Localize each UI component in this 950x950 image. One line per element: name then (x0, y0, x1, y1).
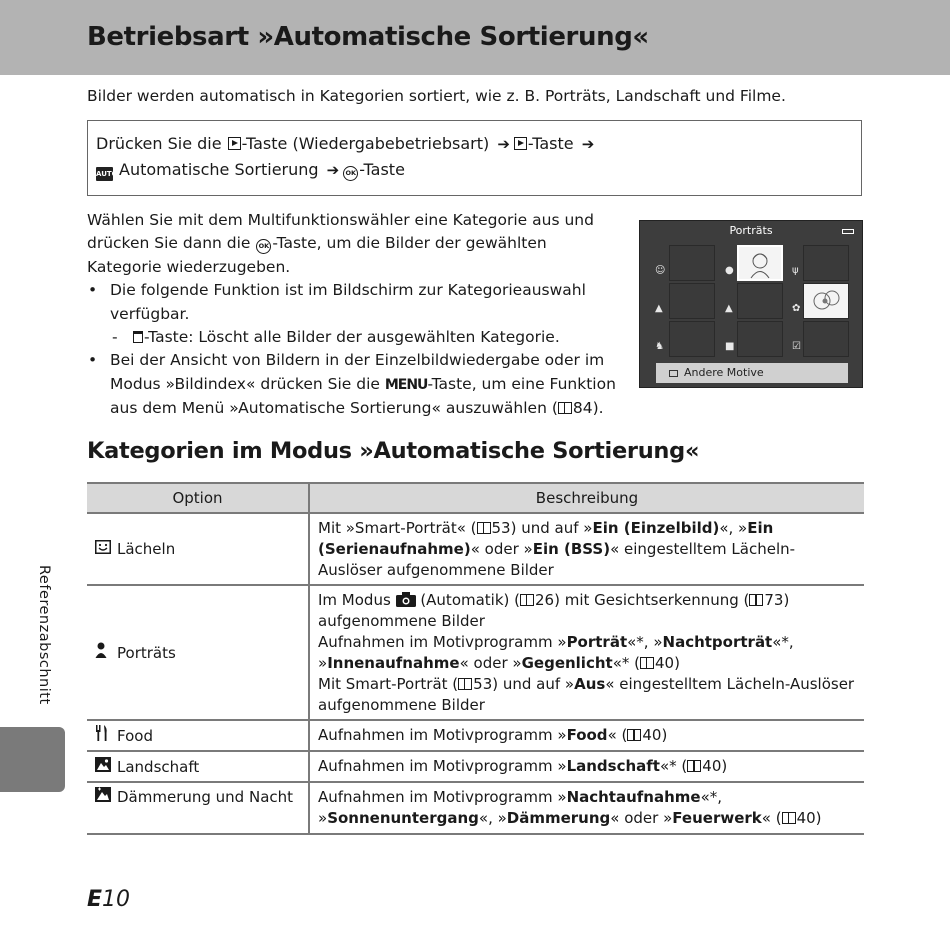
page-reference-icon (520, 594, 534, 606)
food-icon: ψ (792, 265, 799, 276)
playback-button-icon (514, 137, 527, 150)
menu-button-label: MENU (384, 376, 428, 393)
procedure-line-2: AUTOAutomatische Sortierung ➔ OK -Taste (96, 160, 405, 179)
food-icon (95, 725, 117, 747)
thumbnail-selected (737, 245, 783, 281)
table-row (87, 751, 864, 782)
flower-thumbnail-image (804, 284, 848, 318)
thumbnail (669, 283, 715, 319)
description-cell: Aufnahmen im Motivprogramm »Food« ( 40) (309, 720, 864, 751)
option-cell: Landschaft (87, 751, 309, 782)
side-section-tab (0, 727, 65, 792)
page-reference-icon (687, 760, 701, 772)
dash-icon: - (112, 328, 118, 347)
intro-text: Bilder werden automatisch in Kategorien sortiert, wie z. B. Porträts, Landschaft und Filme. (87, 87, 786, 105)
arrow-icon: ➔ (581, 135, 595, 153)
ok-button-icon: OK (343, 166, 358, 181)
table-row (87, 720, 864, 751)
thumbnail (737, 321, 783, 357)
page-title: Betriebsart »Automatische Sortierung« (87, 22, 649, 52)
portrait-icon (95, 642, 117, 664)
portrait-icon: ● (725, 265, 734, 276)
page-reference-icon (749, 594, 763, 606)
bullet-item: • Die folgende Funktion ist im Bildschirm zur Kategorieauswahl verfügbar. (88, 281, 586, 323)
procedure-line-1: Drücken Sie die -Taste (Wiedergabebetriebsart) ➔ -Taste ➔ (96, 134, 595, 153)
table-row (87, 513, 864, 585)
smile-icon (95, 539, 117, 560)
bullet-icon: • (88, 281, 98, 300)
pet-icon: ♞ (655, 341, 664, 352)
option-cell: Food (87, 720, 309, 751)
trash-icon (133, 331, 143, 343)
description-cell: Mit »Smart-Porträt« ( 53) und auf »Ein (Einzelbild)«, »Ein (Serienaufnahme)« oder »Ein (BSS)« eingestelltem Lächeln-Auslöser aufgenommene Bilder (309, 513, 864, 585)
option-cell: Dämmerung und Nacht (87, 782, 309, 834)
portrait-thumbnail-image (739, 247, 781, 279)
description-cell: Aufnahmen im Motivprogramm »Nachtaufnahme«*, »Sonnenuntergang«, »Dämmerung« oder »Feuerwerk« ( 40) (309, 782, 864, 834)
thumbnail (803, 283, 849, 319)
arrow-icon: ➔ (326, 161, 340, 179)
other-scenes-bar: Andere Motive (656, 363, 848, 383)
page-number (87, 887, 130, 912)
battery-icon (842, 229, 854, 234)
table-row (87, 585, 864, 720)
body-text (87, 209, 617, 421)
section-title: Kategorien im Modus »Automatische Sortierung« (87, 438, 700, 464)
playback-button-icon (228, 137, 241, 150)
page-reference-icon (458, 678, 472, 690)
landscape-icon: ▲ (655, 303, 663, 314)
other-scenes-icon (669, 370, 678, 377)
sub-item: - -Taste: Löscht alle Bilder der ausgewählten Kategorie. (87, 326, 617, 349)
header-description: Beschreibung (309, 483, 864, 513)
page-reference-icon (558, 402, 572, 414)
edited-icon: ☑ (792, 341, 801, 352)
option-cell: Lächeln (87, 513, 309, 585)
page-num: 10 (102, 887, 131, 912)
ok-button-icon: OK (256, 239, 271, 254)
thumbnail (803, 321, 849, 357)
option-cell: Porträts (87, 585, 309, 720)
closeup-icon: ✿ (792, 303, 801, 314)
thumbnail (803, 245, 849, 281)
header-option: Option (87, 483, 309, 513)
dusk-icon (95, 787, 117, 808)
description-cell: Im Modus (Automatik) ( 26) mit Gesichtserkennung ( 73) aufgenommene Bilder Aufnahmen im Motivprogramm »Porträt«*, »Nachtporträt«*, »Innenaufnahme« oder »Gegenlicht«* ( 40) Mit Smart-Porträt ( 53) und auf »Aus« eingestelltem Lächeln-Auslöser aufgenommene Bilder (309, 585, 864, 720)
movie-icon: ■ (725, 341, 735, 352)
thumbnail (669, 321, 715, 357)
page-reference-icon (782, 812, 796, 824)
bullet-icon: • (88, 351, 98, 370)
dusk-icon: ▲ (725, 303, 733, 314)
page-reference-icon (640, 657, 654, 669)
thumbnail (737, 283, 783, 319)
smile-icon: ☺ (655, 265, 666, 276)
paragraph-1: Wählen Sie mit dem Multifunktionswähler eine Kategorie aus und drücken Sie dann die OK -Taste, um die Bilder der gewählten Kategorie wiederzugeben. (87, 211, 594, 276)
description-cell: Aufnahmen im Motivprogramm »Landschaft«* ( 40) (309, 751, 864, 782)
side-section-label: Referenzabschnitt (36, 565, 52, 705)
landscape-icon (95, 757, 117, 778)
screen-title: Porträts (729, 224, 773, 237)
auto-sort-icon: AUTO (96, 167, 113, 181)
page-reference-icon (627, 729, 641, 741)
procedure-box (87, 120, 862, 196)
camera-screen-illustration (639, 220, 863, 388)
table-row (87, 782, 864, 834)
camera-auto-icon (396, 591, 416, 609)
page-reference-icon (477, 522, 491, 534)
arrow-icon: ➔ (497, 135, 510, 153)
thumbnail (669, 245, 715, 281)
table-header-row (87, 483, 864, 513)
bullet-item: • Bei der Ansicht von Bildern in der Einzelbildwiedergabe oder im Modus »Bildindex« drücken Sie die MENU-Taste, um eine Funktion aus dem Menü »Automatische Sortierung« auszuwählen ( 84). (88, 351, 616, 418)
categories-table (87, 482, 864, 835)
page-prefix: E (87, 887, 103, 912)
